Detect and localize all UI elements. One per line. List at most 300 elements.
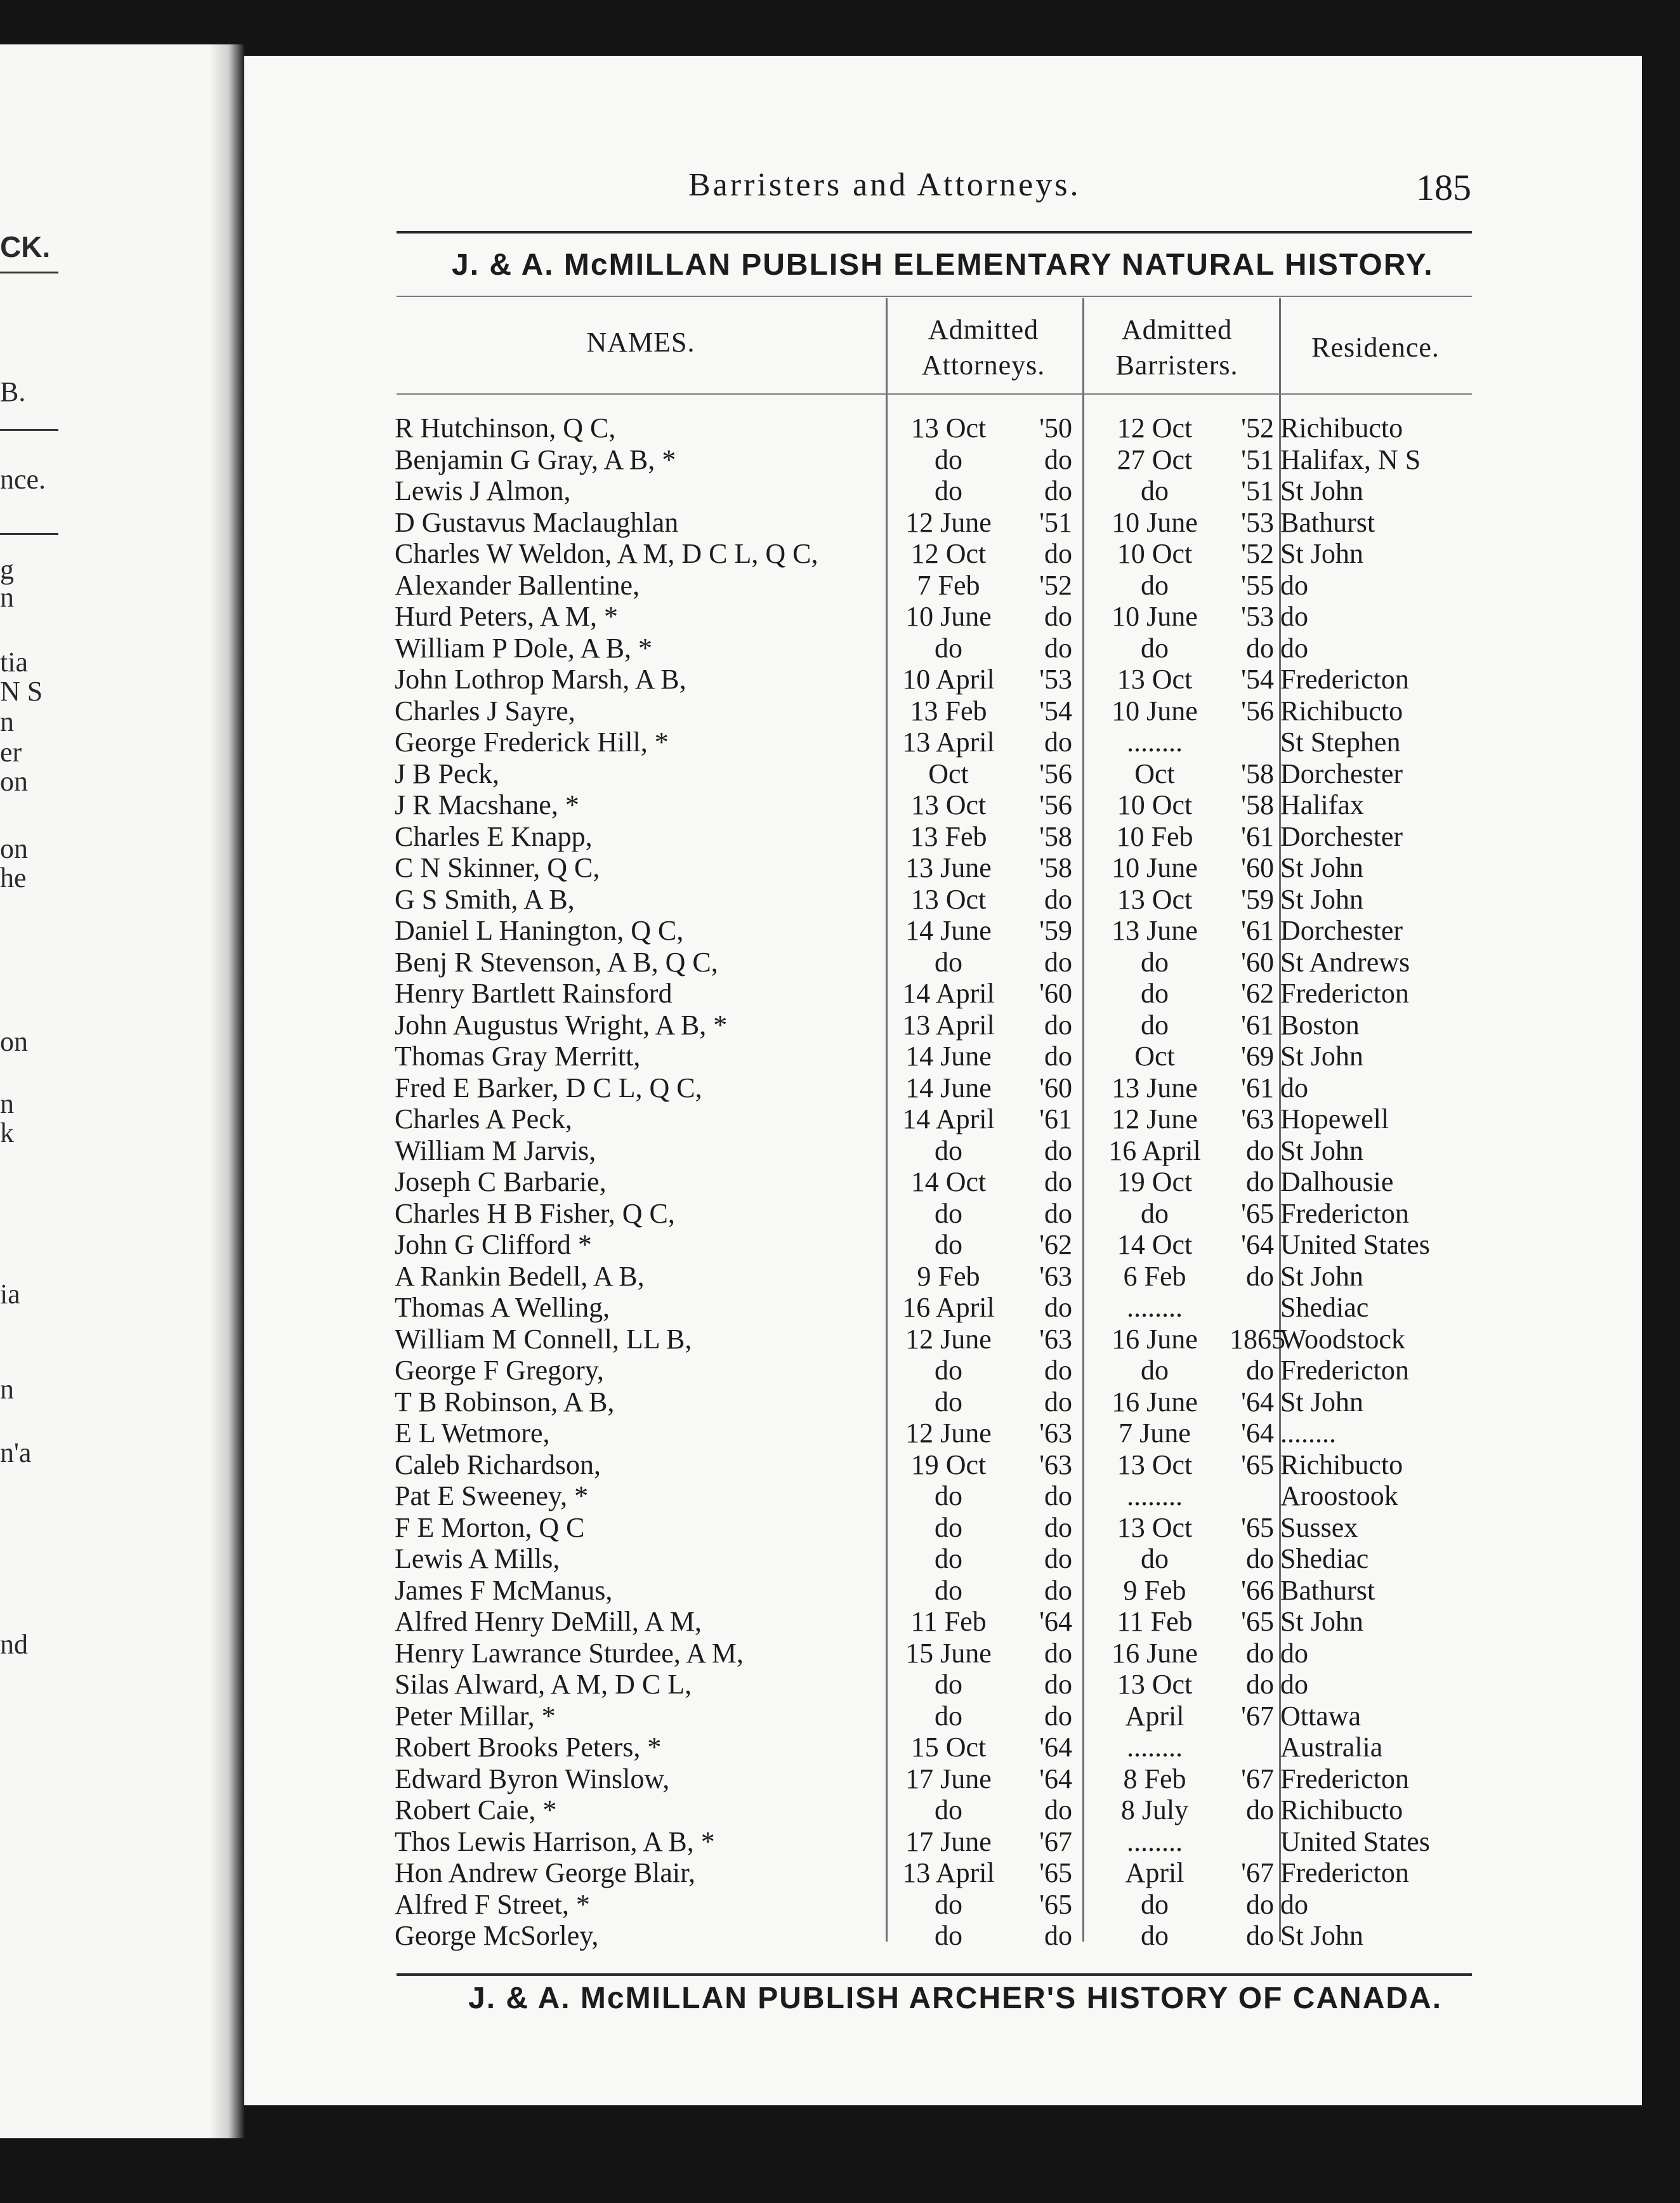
attorney-date: 10 April [902, 664, 995, 695]
attorney-date: Oct [928, 758, 969, 789]
attorney-year: do [1044, 1480, 1072, 1511]
residence: St John [1280, 852, 1363, 883]
entry-name: George Frederick Hill, * [395, 727, 669, 758]
barrister-date: 6 Feb [1123, 1260, 1186, 1292]
barrister-date: 8 July [1120, 1794, 1189, 1825]
residence: Bathurst [1280, 1574, 1375, 1606]
barrister-date: 13 June [1112, 1072, 1198, 1103]
attorney-year: '63 [1039, 1323, 1072, 1355]
barrister-year: do [1246, 1637, 1274, 1669]
barrister-year: '60 [1241, 852, 1274, 883]
entry-name: Thomas A Welling, [395, 1292, 610, 1323]
entry-name: C N Skinner, Q C, [395, 852, 600, 883]
attorney-year: do [1044, 1134, 1072, 1166]
advert-top: J. & A. McMILLAN PUBLISH ELEMENTARY NATURAL HISTORY. [452, 248, 1434, 282]
barrister-year: '64 [1241, 1417, 1274, 1449]
table-row [0, 1072, 1680, 1103]
residence: do [1280, 601, 1308, 632]
barrister-year: '58 [1241, 789, 1274, 820]
barrister-date: 12 June [1112, 1103, 1198, 1134]
attorney-year: do [1044, 1511, 1072, 1543]
residence: do [1280, 1888, 1308, 1920]
entry-name: George McSorley, [395, 1920, 599, 1951]
table-row [0, 1638, 1680, 1669]
table-row [0, 1229, 1680, 1260]
left-page-fragment: B. [0, 376, 26, 407]
attorney-date: 13 April [902, 1857, 995, 1888]
attorney-date: 17 June [905, 1825, 992, 1857]
barrister-year: '65 [1241, 1606, 1274, 1637]
attorney-date: do [935, 1229, 962, 1260]
attorney-year: do [1044, 538, 1072, 569]
barrister-year: '67 [1241, 1763, 1274, 1794]
attorney-date: 13 April [902, 1009, 995, 1041]
table-row [0, 978, 1680, 1009]
residence: Fredericton [1280, 1763, 1409, 1794]
entry-name: John G Clifford * [395, 1229, 592, 1260]
bottom-rule [397, 1973, 1472, 1976]
entry-name: Peter Millar, * [395, 1700, 556, 1732]
entry-name: John Lothrop Marsh, A B, [395, 664, 686, 695]
attorney-year: do [1044, 883, 1072, 915]
attorney-year: '54 [1039, 695, 1072, 727]
left-page-fragment: nce. [0, 464, 46, 495]
barrister-date: 16 June [1112, 1323, 1198, 1355]
attorney-year: '50 [1039, 412, 1072, 444]
barrister-date: ........ [1127, 727, 1183, 758]
table-row [0, 1009, 1680, 1041]
residence: St John [1280, 883, 1363, 915]
attorney-date: 15 Oct [910, 1732, 987, 1763]
left-page-fragment: er [0, 737, 22, 768]
attorney-date: 13 April [902, 727, 995, 758]
barrister-year: '54 [1241, 664, 1274, 695]
left-page-fragment: he [0, 862, 27, 893]
table-row [0, 1826, 1680, 1857]
attorney-year: do [1044, 1355, 1072, 1386]
barrister-year: '53 [1241, 506, 1274, 538]
barrister-date: 10 June [1112, 601, 1198, 632]
attorney-date: 16 April [902, 1292, 995, 1323]
table-row [0, 1763, 1680, 1794]
attorney-date: do [935, 1386, 962, 1417]
barrister-year: '52 [1241, 538, 1274, 569]
barrister-date: 27 Oct [1117, 444, 1193, 475]
attorney-year: do [1044, 632, 1072, 664]
entry-name: James F McManus, [395, 1574, 613, 1606]
attorney-date: 19 Oct [910, 1449, 987, 1480]
table-row [0, 1512, 1680, 1543]
barrister-year: do [1246, 632, 1274, 664]
attorney-date: 10 June [905, 601, 992, 632]
barrister-year: '61 [1241, 1009, 1274, 1041]
barrister-date: 13 Oct [1117, 664, 1193, 695]
barrister-year: '66 [1241, 1574, 1274, 1606]
barrister-year: '65 [1241, 1511, 1274, 1543]
attorney-date: do [935, 1888, 962, 1920]
entry-name: G S Smith, A B, [395, 883, 575, 915]
table-row [0, 1135, 1680, 1166]
barrister-year: '65 [1241, 1449, 1274, 1480]
attorney-year: '64 [1039, 1763, 1072, 1794]
attorney-date: do [935, 1574, 962, 1606]
residence: Fredericton [1280, 664, 1409, 695]
entry-name: Thomas Gray Merritt, [395, 1041, 641, 1072]
attorney-date: 14 June [905, 915, 992, 946]
barrister-date: 11 Feb [1117, 1606, 1193, 1637]
table-row [0, 1480, 1680, 1511]
barrister-date: Oct [1134, 1041, 1175, 1072]
attorney-year: do [1044, 1700, 1072, 1732]
column-header-residence: Residence. [1311, 332, 1440, 363]
barrister-date: ........ [1127, 1292, 1183, 1323]
residence: Shediac [1280, 1292, 1369, 1323]
barrister-year: do [1246, 1166, 1274, 1197]
residence: St John [1280, 1134, 1363, 1166]
barrister-date: 14 Oct [1117, 1229, 1193, 1260]
barrister-year: do [1246, 1355, 1274, 1386]
attorney-date: do [935, 1920, 962, 1951]
barrister-date: April [1125, 1857, 1185, 1888]
attorney-date: 13 June [905, 852, 992, 883]
barrister-year: do [1246, 1260, 1274, 1292]
barrister-year: do [1246, 1134, 1274, 1166]
residence: Dalhousie [1280, 1166, 1394, 1197]
attorney-year: do [1044, 1637, 1072, 1669]
barrister-date: 19 Oct [1117, 1166, 1193, 1197]
table-row [0, 1103, 1680, 1134]
residence: Halifax [1280, 789, 1364, 820]
barrister-date: 16 June [1112, 1637, 1198, 1669]
attorney-year: '56 [1039, 789, 1072, 820]
table-row [0, 664, 1680, 695]
residence: do [1280, 632, 1308, 664]
left-page-fragment: ia [0, 1279, 20, 1310]
attorney-year: do [1044, 1920, 1072, 1951]
attorney-year: do [1044, 727, 1072, 758]
table-row [0, 915, 1680, 946]
attorney-year: '64 [1039, 1732, 1072, 1763]
entry-name: Benjamin G Gray, A B, * [395, 444, 676, 475]
entry-name: T B Robinson, A B, [395, 1386, 615, 1417]
residence: Richibucto [1280, 1794, 1403, 1825]
entry-name: Pat E Sweeney, * [395, 1480, 589, 1511]
barrister-date: ........ [1127, 1732, 1183, 1763]
residence: Fredericton [1280, 1355, 1409, 1386]
attorney-date: do [935, 1355, 962, 1386]
entry-name: William M Connell, LL B, [395, 1323, 692, 1355]
residence: United States [1280, 1825, 1430, 1857]
entry-name: Henry Bartlett Rainsford [395, 978, 673, 1009]
residence: St John [1280, 1260, 1363, 1292]
residence: St John [1280, 1386, 1363, 1417]
barrister-date: do [1141, 1543, 1169, 1574]
residence: Bathurst [1280, 506, 1375, 538]
barrister-year: '51 [1241, 475, 1274, 506]
table-row [0, 601, 1680, 632]
entry-name: Henry Lawrance Sturdee, A M, [395, 1637, 744, 1669]
table-row [0, 507, 1680, 538]
barrister-date: 13 Oct [1117, 1511, 1193, 1543]
table-row [0, 789, 1680, 820]
entry-name: Joseph C Barbarie, [395, 1166, 607, 1197]
attorney-date: do [935, 1700, 962, 1732]
barrister-date: do [1141, 978, 1169, 1009]
table-row [0, 444, 1680, 475]
barrister-year: '53 [1241, 601, 1274, 632]
entry-name: William P Dole, A B, * [395, 632, 653, 664]
table-row [0, 475, 1680, 506]
table-row [0, 1543, 1680, 1574]
entry-name: J R Macshane, * [395, 789, 579, 820]
table-row [0, 1889, 1680, 1920]
attorney-year: '60 [1039, 978, 1072, 1009]
attorney-year: '61 [1039, 1103, 1072, 1134]
entry-name: Daniel L Hanington, Q C, [395, 915, 684, 946]
attorney-year: '65 [1039, 1857, 1072, 1888]
attorney-date: do [935, 1669, 962, 1700]
entry-name: Lewis A Mills, [395, 1543, 560, 1574]
attorney-year: do [1044, 1292, 1072, 1323]
table-row [0, 1355, 1680, 1386]
attorney-date: 13 Oct [910, 883, 987, 915]
attorney-date: 14 April [902, 1103, 995, 1134]
left-page-fragment: n'a [0, 1437, 32, 1468]
attorney-year: do [1044, 1166, 1072, 1197]
table-row [0, 570, 1680, 601]
barrister-date: do [1141, 632, 1169, 664]
entry-name: J B Peck, [395, 758, 499, 789]
entry-name: Silas Alward, A M, D C L, [395, 1669, 692, 1700]
barrister-year: do [1246, 1794, 1274, 1825]
barrister-year: '69 [1241, 1041, 1274, 1072]
entry-name: Charles H B Fisher, Q C, [395, 1197, 675, 1229]
barrister-date: 9 Feb [1123, 1574, 1186, 1606]
barrister-date: 13 June [1112, 915, 1198, 946]
attorney-date: 7 Feb [917, 569, 980, 601]
attorney-year: '59 [1039, 915, 1072, 946]
residence: Dorchester [1280, 915, 1403, 946]
attorney-date: do [935, 1543, 962, 1574]
barrister-date: do [1141, 569, 1169, 601]
entry-name: Thos Lewis Harrison, A B, * [395, 1825, 715, 1857]
attorney-year: do [1044, 1574, 1072, 1606]
barrister-year: '65 [1241, 1197, 1274, 1229]
barrister-year: '61 [1241, 820, 1274, 852]
barrister-year: '62 [1241, 978, 1274, 1009]
attorney-year: do [1044, 1009, 1072, 1041]
barrister-year: '51 [1241, 444, 1274, 475]
barrister-date: 10 Feb [1116, 820, 1193, 852]
attorney-date: 14 April [902, 978, 995, 1009]
barrister-date: do [1141, 1197, 1169, 1229]
residence: Ottawa [1280, 1700, 1362, 1732]
entry-name: Lewis J Almon, [395, 475, 571, 506]
barrister-date: do [1141, 946, 1169, 978]
barrister-date: do [1141, 1009, 1169, 1041]
attorney-year: '63 [1039, 1449, 1072, 1480]
entry-name: Charles W Weldon, A M, D C L, Q C, [395, 538, 818, 569]
entry-name: Alfred Henry DeMill, A M, [395, 1606, 702, 1637]
residence: United States [1280, 1229, 1430, 1260]
barrister-year: 1865 [1230, 1323, 1285, 1355]
barrister-year: '58 [1241, 758, 1274, 789]
entry-name: Robert Brooks Peters, * [395, 1732, 662, 1763]
left-page-fragment: n [0, 706, 14, 737]
entry-name: R Hutchinson, Q C, [395, 412, 616, 444]
running-head: Barristers and Attorneys. [688, 167, 1081, 203]
attorney-year: do [1044, 475, 1072, 506]
entry-name: Hon Andrew George Blair, [395, 1857, 695, 1888]
table-row [0, 1324, 1680, 1355]
barrister-date: 7 June [1119, 1417, 1191, 1449]
residence: Shediac [1280, 1543, 1369, 1574]
barrister-date: 13 Oct [1117, 1669, 1193, 1700]
left-page-fragment: CK. [0, 230, 51, 263]
attorney-year: do [1044, 1041, 1072, 1072]
table-row [0, 1920, 1680, 1951]
page-number: 185 [1416, 167, 1471, 208]
table-row [0, 821, 1680, 852]
barrister-date: ........ [1127, 1825, 1183, 1857]
attorney-year: '58 [1039, 852, 1072, 883]
barrister-year: '67 [1241, 1857, 1274, 1888]
barrister-year: do [1246, 1920, 1274, 1951]
table-row [0, 1041, 1680, 1072]
barrister-date: 10 Oct [1117, 538, 1193, 569]
attorney-year: do [1044, 444, 1072, 475]
barrister-year: do [1246, 1669, 1274, 1700]
table-row [0, 1386, 1680, 1417]
attorney-year: '62 [1039, 1229, 1072, 1260]
residence: do [1280, 1669, 1308, 1700]
attorney-year: '60 [1039, 1072, 1072, 1103]
barrister-year: '60 [1241, 946, 1274, 978]
barrister-date: do [1141, 475, 1169, 506]
attorney-year: do [1044, 1794, 1072, 1825]
residence: Fredericton [1280, 1197, 1409, 1229]
table-row [0, 1292, 1680, 1323]
barrister-date: April [1125, 1700, 1185, 1732]
residence: St Stephen [1280, 727, 1401, 758]
entry-name: Charles J Sayre, [395, 695, 575, 727]
attorney-date: 12 Oct [910, 538, 987, 569]
table-row [0, 884, 1680, 915]
entry-name: Fred E Barker, D C L, Q C, [395, 1072, 702, 1103]
entry-name: E L Wetmore, [395, 1417, 550, 1449]
attorney-date: do [935, 632, 962, 664]
attorney-date: 17 June [905, 1763, 992, 1794]
barrister-year: '59 [1241, 883, 1274, 915]
attorney-date: 12 June [905, 506, 992, 538]
barrister-date: 10 June [1112, 506, 1198, 538]
entry-name: John Augustus Wright, A B, * [395, 1009, 728, 1041]
barrister-date: ........ [1127, 1480, 1183, 1511]
entry-name: F E Morton, Q C [395, 1511, 585, 1543]
left-page-fragment: on [0, 833, 28, 864]
table-row [0, 1166, 1680, 1197]
barrister-year: '56 [1241, 695, 1274, 727]
attorney-date: 13 Feb [910, 820, 987, 852]
barrister-year: '61 [1241, 1072, 1274, 1103]
attorney-year: do [1044, 1669, 1072, 1700]
attorney-date: 9 Feb [917, 1260, 980, 1292]
entry-name: Charles A Peck, [395, 1103, 572, 1134]
barrister-date: 10 June [1112, 852, 1198, 883]
attorney-year: do [1044, 1386, 1072, 1417]
table-row [0, 538, 1680, 569]
attorney-date: do [935, 1134, 962, 1166]
entry-name: George F Gregory, [395, 1355, 604, 1386]
attorney-year: '64 [1039, 1606, 1072, 1637]
attorney-date: do [935, 444, 962, 475]
table-row [0, 1261, 1680, 1292]
residence: Halifax, N S [1280, 444, 1421, 475]
table-row [0, 1700, 1680, 1732]
entry-name: Benj R Stevenson, A B, Q C, [395, 946, 718, 978]
residence: Dorchester [1280, 820, 1403, 852]
residence: Woodstock [1280, 1323, 1405, 1355]
barrister-date: 10 Oct [1117, 789, 1193, 820]
residence: St John [1280, 475, 1363, 506]
left-page-fragment: on [0, 1026, 28, 1057]
left-page-fragment: k [0, 1117, 14, 1148]
residence: Richibucto [1280, 695, 1403, 727]
attorney-date: 13 Feb [910, 695, 987, 727]
attorney-date: 14 June [905, 1041, 992, 1072]
entry-name: D Gustavus Maclaughlan [395, 506, 679, 538]
entry-name: Caleb Richardson, [395, 1449, 601, 1480]
residence: do [1280, 1072, 1308, 1103]
residence: Aroostook [1280, 1480, 1398, 1511]
table-row [0, 695, 1680, 727]
barrister-year: '67 [1241, 1700, 1274, 1732]
barrister-date: 13 Oct [1117, 1449, 1193, 1480]
attorney-date: do [935, 475, 962, 506]
table-row [0, 852, 1680, 883]
table-row [0, 947, 1680, 978]
table-row [0, 758, 1680, 789]
barrister-date: 13 Oct [1117, 883, 1193, 915]
attorney-date: 11 Feb [910, 1606, 987, 1637]
attorney-date: 14 June [905, 1072, 992, 1103]
barrister-year: do [1246, 1888, 1274, 1920]
left-page-fragment: n [0, 1374, 14, 1405]
left-page-fragment: g [0, 554, 14, 585]
entry-name: Alfred F Street, * [395, 1888, 590, 1920]
attorney-date: 13 Oct [910, 789, 987, 820]
column-header-names: NAMES. [586, 327, 695, 358]
attorney-date: do [935, 1197, 962, 1229]
attorney-date: 14 Oct [910, 1166, 987, 1197]
attorney-year: '58 [1039, 820, 1072, 852]
left-page-fragment: N S [0, 676, 43, 707]
table-row [0, 727, 1680, 758]
residence: Hopewell [1280, 1103, 1389, 1134]
residence: Boston [1280, 1009, 1360, 1041]
entry-name: Edward Byron Winslow, [395, 1763, 670, 1794]
attorney-date: 13 Oct [910, 412, 987, 444]
barrister-date: 12 Oct [1117, 412, 1193, 444]
residence: Fredericton [1280, 1857, 1409, 1888]
table-row [0, 412, 1680, 444]
attorney-year: '63 [1039, 1260, 1072, 1292]
residence: ........ [1280, 1417, 1336, 1449]
residence: do [1280, 1637, 1308, 1669]
residence: Australia [1280, 1732, 1383, 1763]
barrister-date: do [1141, 1920, 1169, 1951]
table-row [0, 1857, 1680, 1888]
